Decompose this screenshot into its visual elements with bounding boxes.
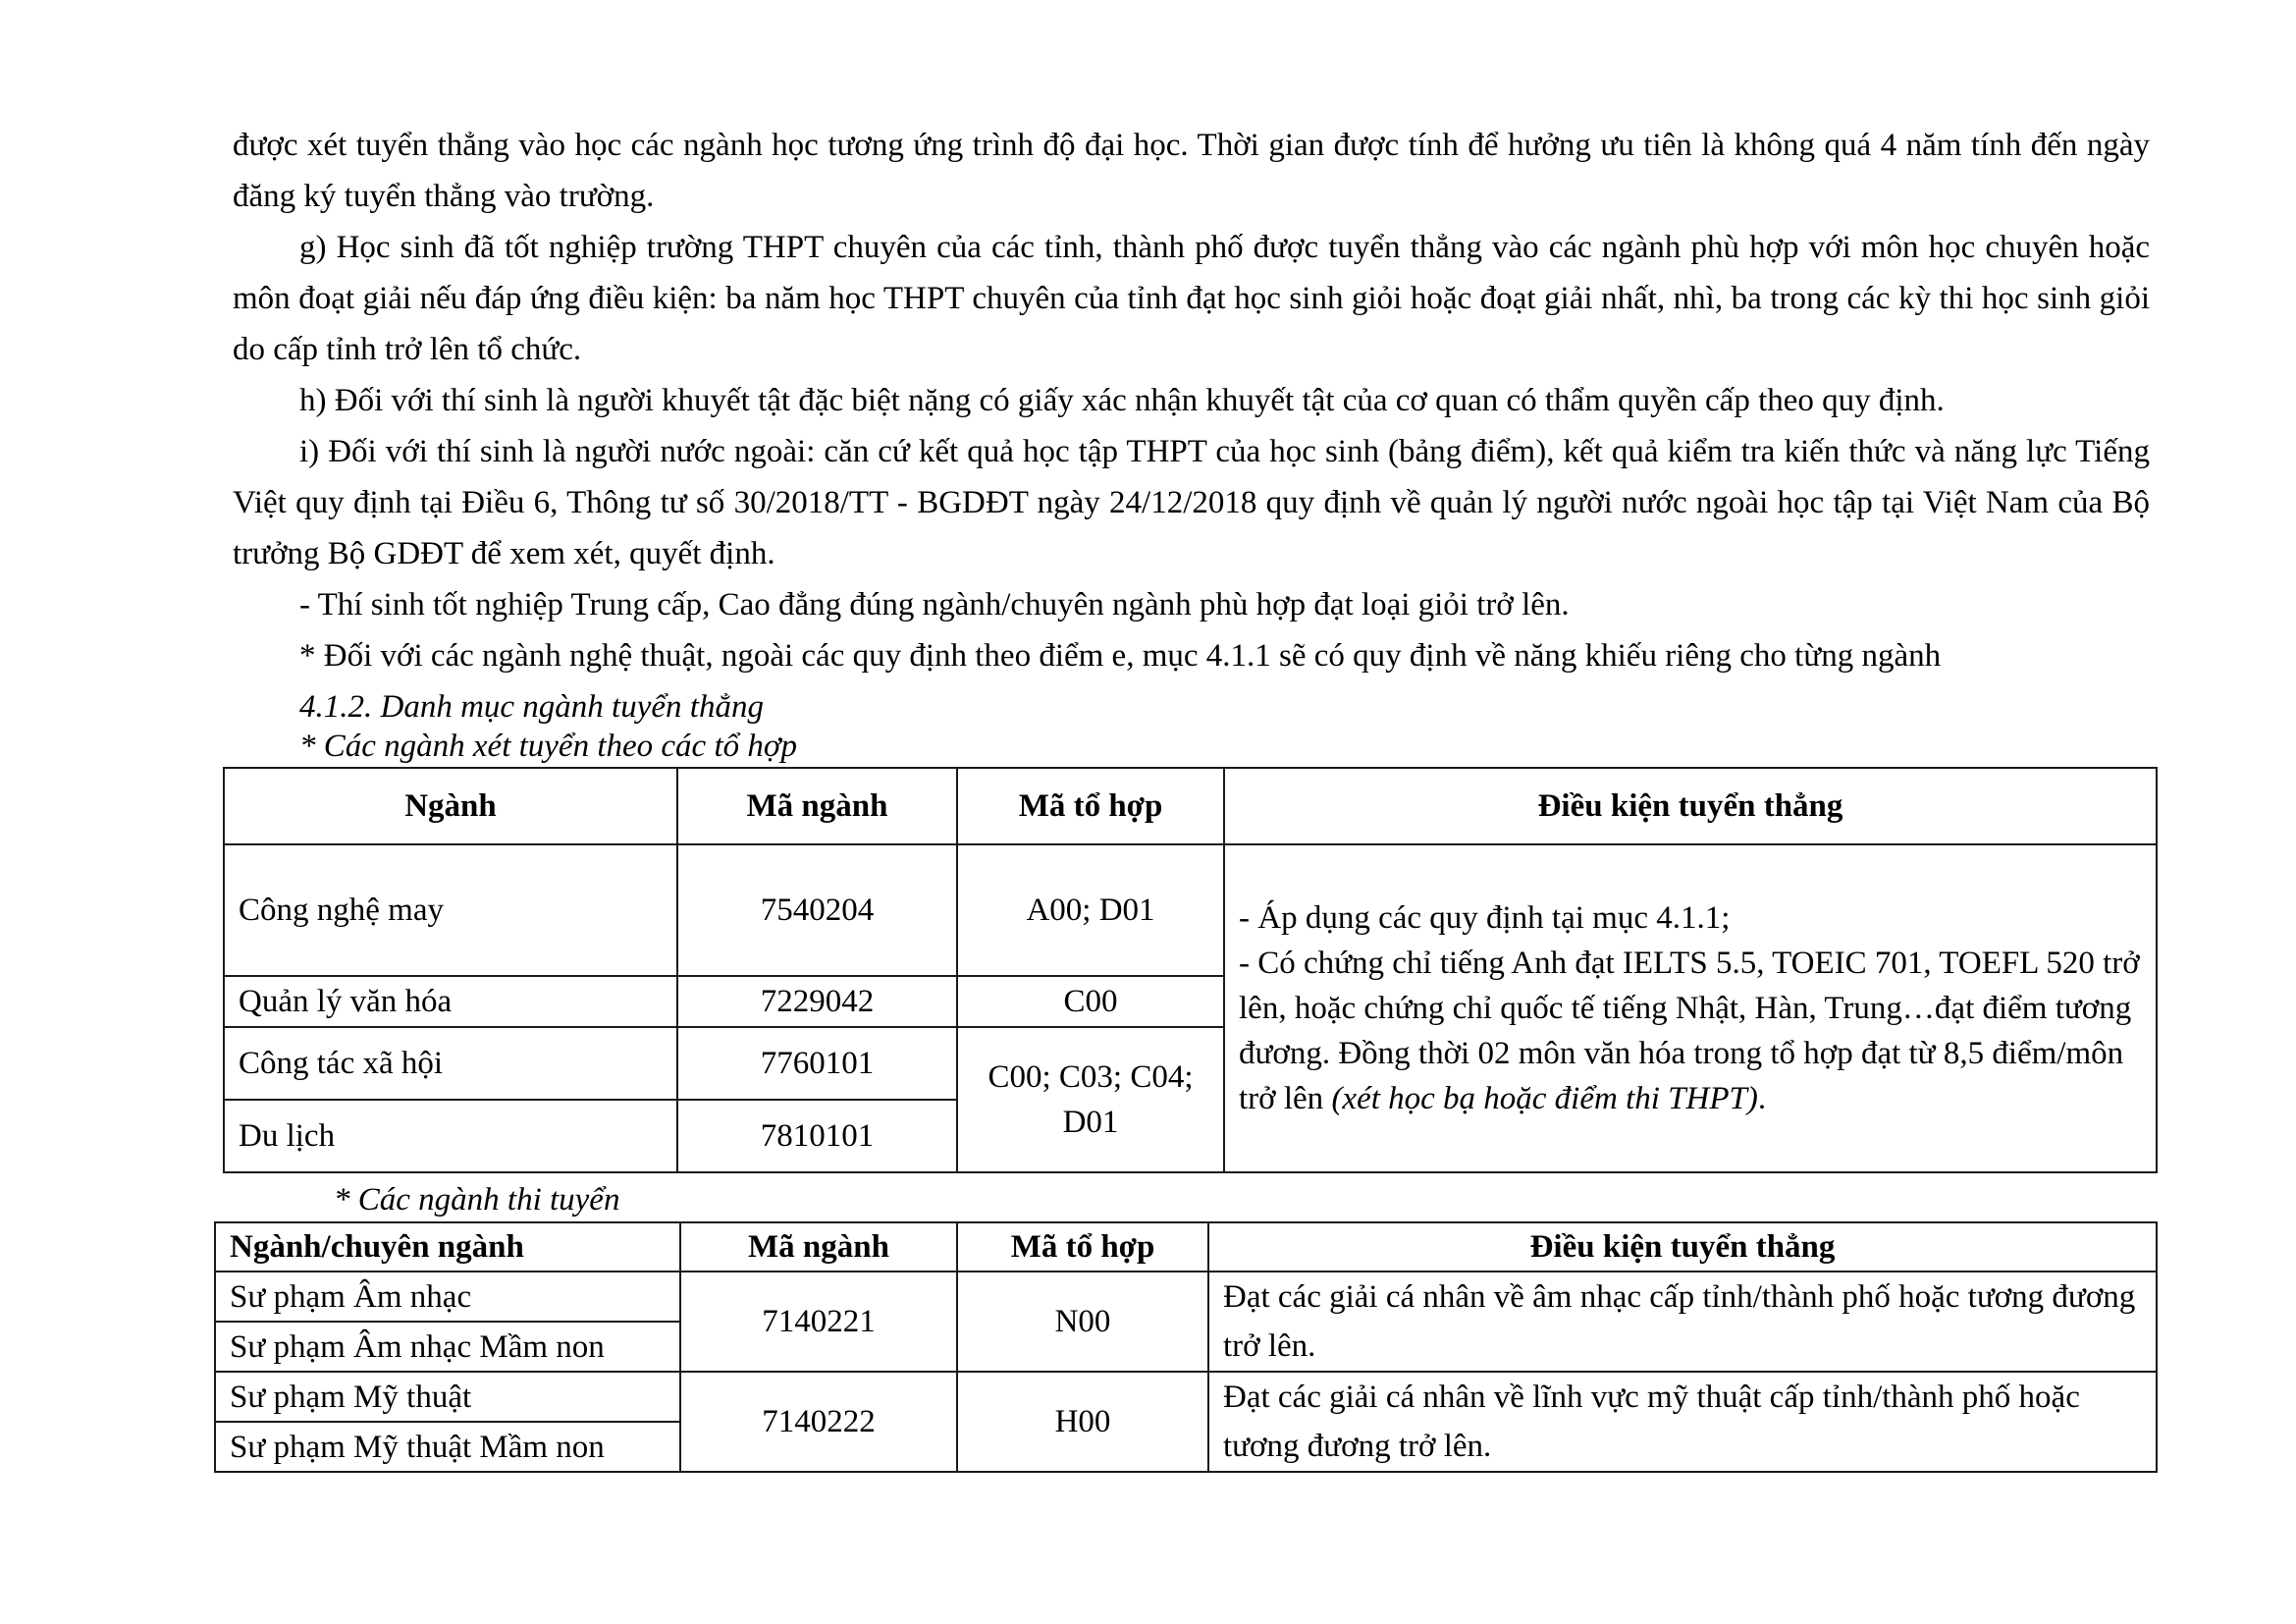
cell-ma-nganh: 7140221 (680, 1272, 957, 1372)
table-header-row (215, 1222, 2157, 1272)
cell-major: Sư phạm Mỹ thuật (215, 1372, 680, 1422)
condition-line-2 (1239, 941, 2142, 1121)
header-ma-to-hop: Mã tổ hợp (957, 1222, 1208, 1272)
paragraph-nghe-thuat: * Đối với các ngành nghệ thuật, ngoài các quy định theo điểm e, mục 4.1.1 sẽ có quy định về năng khiếu riêng cho từng ngành (299, 638, 1942, 674)
table-row (215, 1372, 2157, 1422)
cell-nganh: Quản lý văn hóa (224, 976, 677, 1027)
cell-ma-to-hop: C00; C03; C04; D01 (957, 1027, 1224, 1172)
header-ma-nganh: Mã ngành (680, 1222, 957, 1272)
cell-major: Sư phạm Mỹ thuật Mầm non (215, 1422, 680, 1472)
condition-line-1: - Áp dụng các quy định tại mục 4.1.1; (1239, 900, 1731, 936)
table-header-row (224, 768, 2157, 844)
cell-ma-nganh: 7140222 (680, 1372, 957, 1472)
table-row (215, 1272, 2157, 1322)
table1-caption: * Các ngành xét tuyển theo các tổ hợp (299, 729, 797, 764)
header-ma-to-hop: Mã tổ hợp (957, 768, 1224, 844)
cell-nganh: Công nghệ may (224, 844, 677, 976)
condition-text: - Có chứng chỉ tiếng Anh đạt IELTS 5.5, TOEIC 701, TOEFL 520 trở lên, hoặc chứng chỉ quốc tế tiếng Nhật, Hàn, Trung…đạt điểm tương đương. Đồng thời 02 môn văn hóa trong tổ hợp đạt từ 8,5 điểm/môn trở lên (1239, 946, 2140, 1116)
paragraph-continuation: được xét tuyển thẳng vào học các ngành học tương ứng trình độ đại học. Thời gian được tính để hưởng ưu tiên là không quá 4 năm tính đến ngày đăng ký tuyển thẳng vào trường. (233, 128, 2150, 214)
cell-dieu-kien: Đạt các giải cá nhân về lĩnh vực mỹ thuật cấp tỉnh/thành phố hoặc tương đương trở lên. (1208, 1372, 2157, 1472)
header-nganh-chuyen-nganh: Ngành/chuyên ngành (215, 1222, 680, 1272)
cell-ma-nganh: 7229042 (677, 976, 957, 1027)
header-ma-nganh: Mã ngành (677, 768, 957, 844)
table-entrance-exam-majors (214, 1221, 2158, 1473)
cell-nganh: Du lịch (224, 1100, 677, 1172)
condition-italic-note: (xét học bạ hoặc điểm thi THPT) (1331, 1081, 1758, 1116)
table2-caption: * Các ngành thi tuyển (334, 1182, 620, 1218)
cell-major: Sư phạm Âm nhạc Mầm non (215, 1322, 680, 1372)
cell-major: Sư phạm Âm nhạc (215, 1272, 680, 1322)
cell-ma-to-hop: H00 (957, 1372, 1208, 1472)
header-nganh: Ngành (224, 768, 677, 844)
cell-dieu-kien (1224, 844, 2157, 1172)
cell-nganh: Công tác xã hội (224, 1027, 677, 1100)
header-dieu-kien: Điều kiện tuyển thẳng (1224, 768, 2157, 844)
cell-ma-nganh: 7760101 (677, 1027, 957, 1100)
cell-ma-to-hop: N00 (957, 1272, 1208, 1372)
condition-end: . (1757, 1081, 1767, 1116)
cell-ma-nganh: 7540204 (677, 844, 957, 976)
cell-ma-nganh: 7810101 (677, 1100, 957, 1172)
cell-dieu-kien: Đạt các giải cá nhân về âm nhạc cấp tỉnh/thành phố hoặc tương đương trở lên. (1208, 1272, 2157, 1372)
cell-ma-to-hop: C00 (957, 976, 1224, 1027)
table-row (224, 844, 2157, 976)
paragraph-trung-cap: - Thí sinh tốt nghiệp Trung cấp, Cao đẳng đúng ngành/chuyên ngành phù hợp đạt loại giỏi trở lên. (299, 587, 1570, 623)
section-heading: 4.1.2. Danh mục ngành tuyển thẳng (299, 689, 764, 725)
paragraph-h: h) Đối với thí sinh là người khuyết tật đặc biệt nặng có giấy xác nhận khuyết tật của cơ quan có thẩm quyền cấp theo quy định. (299, 383, 1945, 418)
cell-ma-to-hop: A00; D01 (957, 844, 1224, 976)
paragraph-g: g) Học sinh đã tốt nghiệp trường THPT chuyên của các tỉnh, thành phố được tuyển thẳng vào các ngành phù hợp với môn học chuyên hoặc môn đoạt giải nếu đáp ứng điều kiện: ba năm học THPT chuyên của tỉnh đạt học sinh giỏi hoặc đoạt giải nhất, nhì, ba trong các kỳ thi học sinh giỏi do cấp tỉnh trở lên tổ chức. (233, 230, 2150, 367)
header-dieu-kien: Điều kiện tuyển thẳng (1208, 1222, 2157, 1272)
table-admission-by-combination (223, 767, 2158, 1173)
paragraph-i: i) Đối với thí sinh là người nước ngoài: căn cứ kết quả học tập THPT của học sinh (bảng điểm), kết quả kiểm tra kiến thức và năng lực Tiếng Việt quy định tại Điều 6, Thông tư số 30/2018/TT - BGDĐT ngày 24/12/2018 quy định về quản lý người nước ngoài học tập tại Việt Nam của Bộ trưởng Bộ GDĐT để xem xét, quyết định. (233, 434, 2150, 571)
